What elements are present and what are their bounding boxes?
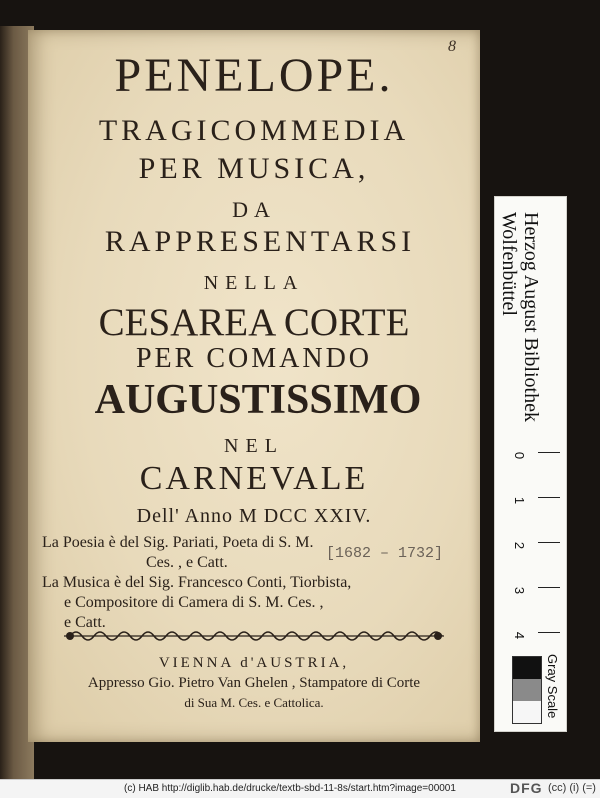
title-page — [28, 30, 480, 742]
folio-number: 8 — [448, 38, 456, 55]
gray-scale-label: Gray Scale — [545, 654, 560, 719]
music-credit-line-3: e Catt. — [64, 614, 106, 631]
title-line-2: TRAGICOMMEDIA — [98, 114, 410, 147]
ornamental-border — [64, 628, 444, 644]
poetry-credit-line-1: La Poesia è del Sig. Pariati, Poeta di S. M. — [42, 534, 314, 551]
title-line-4: DA — [232, 197, 276, 222]
title-line-3: PER MUSICA, — [138, 152, 370, 185]
ruler-tick — [538, 587, 560, 588]
copyright-link[interactable]: (c) HAB http://diglib.hab.de/drucke/textb-sbd-11-8s/start.htm?image=00001 — [124, 783, 456, 794]
dfg-logo: DFG — [510, 780, 543, 796]
music-credit-line-2: e Compositore di Camera di S. M. Ces. , — [64, 594, 324, 611]
ruler-number: 0 — [512, 451, 528, 460]
library-name-line-1: Herzog August Bibliothek — [520, 212, 542, 422]
ruler-number: 1 — [512, 496, 528, 505]
library-label-text — [498, 212, 542, 422]
title-line-6: NELLA — [203, 272, 305, 294]
music-credit-line-1: La Musica è del Sig. Francesco Conti, Tiorbista, — [42, 574, 352, 591]
title-line-11: CARNEVALE — [139, 460, 369, 497]
title-line-8: PER COMANDO — [135, 343, 373, 374]
gray-swatch-dark — [513, 657, 541, 679]
imprint-line-3: di Sua M. Ces. e Cattolica. — [184, 695, 324, 710]
library-name-line-2: Wolfenbüttel — [498, 212, 520, 316]
license-icon[interactable]: (cc) (i) (=) — [548, 782, 596, 794]
ruler-tick — [538, 542, 560, 543]
ruler-tick — [538, 452, 560, 453]
pencil-annotation: [1682 – 1732] — [326, 545, 444, 562]
title-line-1: PENELOPE. — [114, 49, 394, 102]
imprint-line-2: Appresso Gio. Pietro Van Ghelen , Stampatore di Corte — [87, 675, 421, 691]
scale-ruler — [512, 448, 562, 648]
title-line-12: Dell' Anno M DCC XXIV. — [136, 505, 372, 527]
ruler-number: 3 — [512, 586, 528, 595]
imprint-line-1: VIENNA d'AUSTRIA, — [158, 655, 350, 671]
ruler-tick — [538, 632, 560, 633]
poetry-credit-line-2: Ces. , e Catt. — [146, 554, 228, 571]
footer-bar — [0, 779, 600, 798]
ruler-tick — [538, 497, 560, 498]
ruler-number: 2 — [512, 541, 528, 550]
title-line-9: AUGUSTISSIMO — [94, 377, 422, 423]
gray-swatch-light — [513, 701, 541, 723]
title-line-5: RAPPRESENTARSI — [104, 225, 416, 258]
title-line-10: NEL — [224, 435, 284, 457]
gray-scale-swatches — [512, 656, 542, 724]
ruler-number: 4 — [512, 631, 528, 640]
music-credit — [42, 573, 467, 633]
title-line-7: CESAREA CORTE — [98, 301, 410, 344]
gray-swatch-mid — [513, 679, 541, 701]
